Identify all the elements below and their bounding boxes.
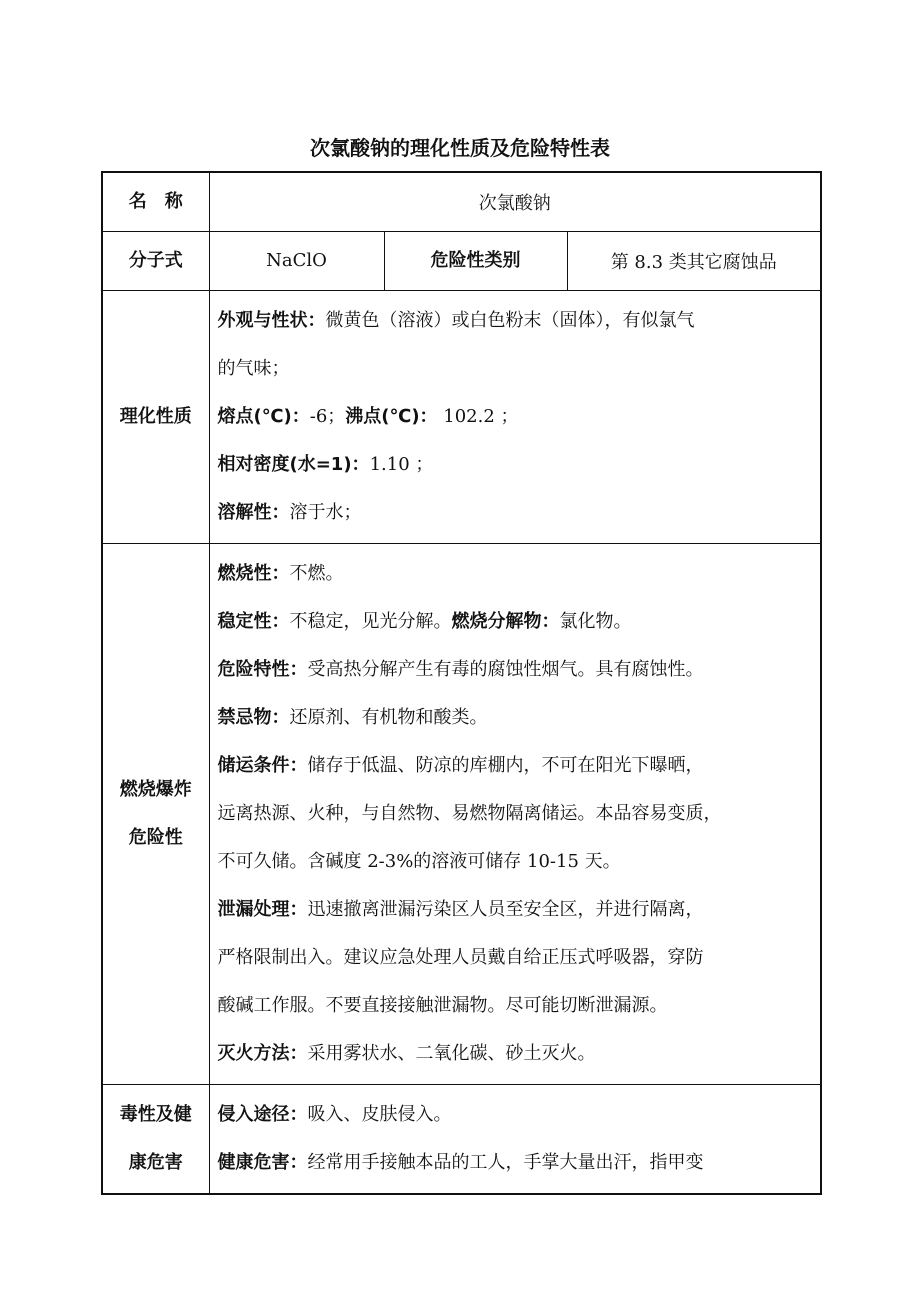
physchem-line [218,441,813,489]
fire-line [218,1030,813,1078]
fire-line [218,742,813,790]
field-text: 远离热源、火种，与自然物、易燃物隔离储运。本品容易变质， [217,802,722,824]
formula-label: 分子式 [102,231,209,290]
field-text: 储存于低温、防凉的库棚内，不可在阳光下曝晒， [307,754,704,776]
field-text: 1.10 ； [369,453,434,475]
field-label: 外观与性状： [217,309,326,331]
field-text: 迅速撤离泄漏污染区人员至安全区，并进行隔离， [307,898,704,920]
field-label: 沸点(℃)： [345,405,438,427]
health-row [102,1084,821,1194]
fire-line [218,646,813,694]
health-label-line-1: 毒性及健 [119,1103,192,1125]
fire-row [102,543,821,1084]
fire-line [218,598,813,646]
field-label: 泄漏处理： [217,898,308,920]
field-label: 危险特性： [217,658,308,680]
fire-line [218,934,813,982]
formula-row [102,231,821,290]
fire-label-line-2: 危险性 [128,826,183,848]
field-label: 燃烧分解物： [451,610,560,632]
field-text: 微黄色（溶液）或白色粉末（固体），有似氯气 [325,309,695,331]
hazard-class-label: 危险性类别 [384,231,567,290]
field-label: 健康危害： [217,1151,308,1173]
field-text: 经常用手接触本品的工人，手掌大量出汗，指甲变 [307,1151,704,1173]
field-label: 储运条件： [217,754,308,776]
field-label: 禁忌物： [217,706,290,728]
field-label: 稳定性： [217,610,290,632]
health-lines [210,1085,821,1193]
field-text: 不稳定，见光分解。 [289,610,452,632]
health-label [102,1084,209,1194]
field-text: 吸入、皮肤侵入。 [307,1103,452,1125]
fire-line [218,886,813,934]
fire-line [218,694,813,742]
fire-line [218,982,813,1030]
document-title: 次氯酸钠的理化性质及危险特性表 [310,136,610,160]
field-label: 溶解性： [217,501,290,523]
field-text: 不燃。 [289,562,344,584]
hazard-class-value: 第 8.3 类其它腐蚀品 [567,231,821,290]
fire-line [218,550,813,598]
fire-lines [210,544,821,1084]
property-table [101,171,822,1195]
field-label: 相对密度(水=1)： [217,453,370,475]
fire-label [102,543,209,1084]
physchem-line [218,345,813,393]
health-label-line-2: 康危害 [128,1151,183,1173]
field-text: 酸碱工作服。不要直接接触泄漏物。尽可能切断泄漏源。 [217,994,668,1016]
formula-value: NaClO [209,231,384,290]
field-text: 严格限制出入。建议应急处理人员戴自给正压式呼吸器，穿防 [217,946,704,968]
field-text: 还原剂、有机物和酸类。 [289,706,488,728]
field-label: 燃烧性： [217,562,290,584]
physchem-label: 理化性质 [102,290,209,543]
field-label: 熔点(℃)： [217,405,310,427]
health-line [218,1139,813,1187]
physchem-line [218,393,813,441]
fire-label-line-1: 燃烧爆炸 [119,778,192,800]
name-value: 次氯酸钠 [209,172,821,231]
fire-content [209,543,821,1084]
field-text: -6； [309,405,346,427]
field-text: 采用雾状水、二氧化碳、砂土灭火。 [307,1042,596,1064]
field-text: 溶于水； [289,501,362,523]
name-label: 名 称 [102,172,209,231]
health-content [209,1084,821,1194]
physchem-line [218,489,813,537]
fire-line [218,838,813,886]
field-text: 102.2 ； [437,405,519,427]
physchem-row [102,290,821,543]
field-label: 灭火方法： [217,1042,308,1064]
field-label: 侵入途径： [217,1103,308,1125]
field-text: 不可久储。含碱度 2-3%的溶液可储存 10-15 天。 [217,850,621,872]
field-text: 受高热分解产生有毒的腐蚀性烟气。具有腐蚀性。 [307,658,704,680]
physchem-content [209,290,821,543]
physchem-line [218,297,813,345]
field-text: 的气味； [217,357,290,379]
fire-line [218,790,813,838]
physchem-lines [210,291,821,543]
health-line [218,1091,813,1139]
name-row [102,172,821,231]
field-text: 氯化物。 [559,610,632,632]
